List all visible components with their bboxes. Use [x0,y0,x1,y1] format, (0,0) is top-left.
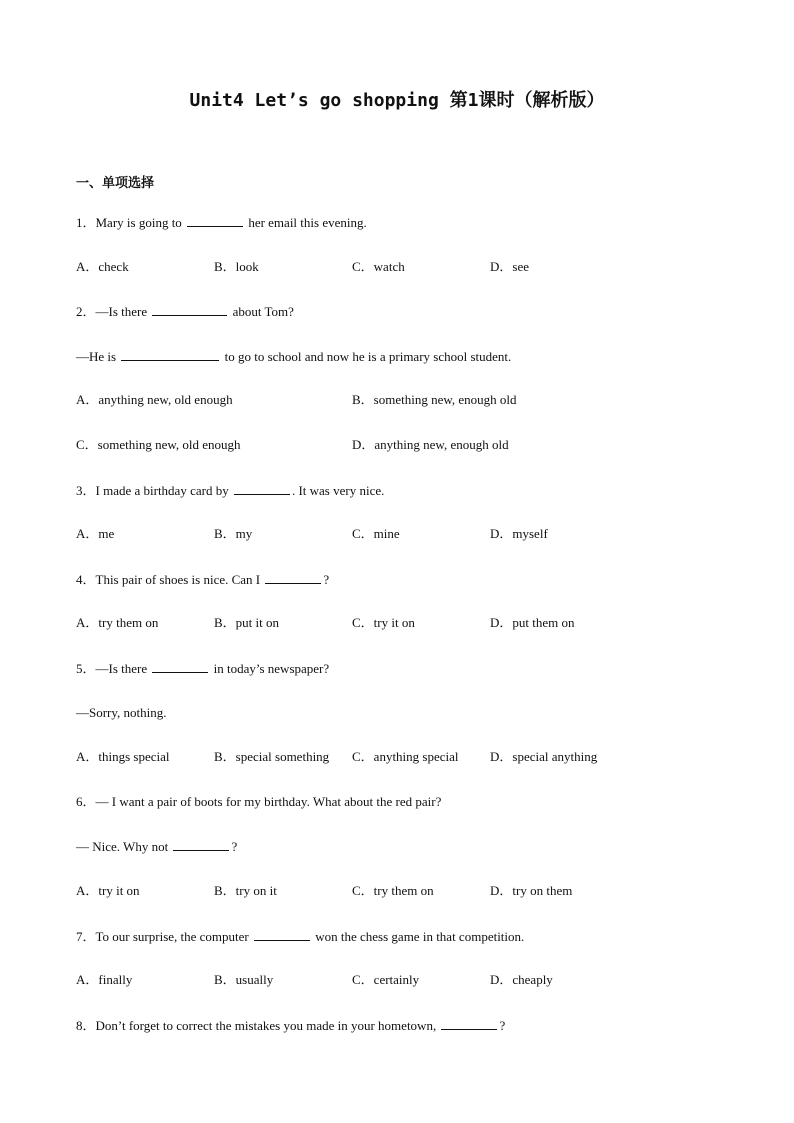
answer-blank [441,1017,497,1030]
question-5 [76,660,329,677]
stem-text: 4．This pair of shoes is nice. Can I [76,571,264,587]
option-c[interactable]: C．try them on [352,883,434,898]
answer-blank [152,303,227,316]
options-row [76,526,736,542]
answer-blank [187,214,243,227]
answer-blank [152,660,208,673]
stem-text: ? [323,571,330,587]
question-4 [76,571,329,588]
stem-text: —He is [76,348,120,364]
options-row [76,749,736,765]
option-d[interactable]: D．try on them [490,883,573,898]
option-b[interactable]: B．my [214,526,253,542]
question-6 [76,794,441,810]
stem-text: 3．I made a birthday card by [76,482,232,498]
option-b[interactable]: B．something new, enough old [352,392,517,408]
question-2 [76,303,294,320]
option-a[interactable]: A．try it on [76,883,140,898]
option-b[interactable]: B．put it on [214,615,280,631]
option-d[interactable]: D．special anything [490,749,598,765]
answer-blank [173,838,229,851]
option-b[interactable]: D．anything new, enough old [352,437,509,452]
option-b[interactable]: B．try on it [214,883,277,898]
option-d[interactable]: D．put them on [490,615,575,631]
question-5-reply [76,705,167,721]
option-c[interactable]: C．try it on [352,615,415,631]
options-row [76,883,736,899]
stem-text: 7．To our surprise, the computer [76,928,252,944]
stem-text: about Tom? [229,304,294,320]
option-d[interactable]: D．see [490,258,529,274]
stem-text: ? [231,839,238,855]
option-b[interactable]: B．special something [214,749,330,765]
stem-text: 5．—Is there [76,661,151,676]
option-c[interactable]: C．anything special [352,749,459,765]
stem-text: to go to school and now he is a primary school student. [221,348,512,364]
stem-text: won the chess game in that competition. [312,928,525,944]
stem-text: 8．Don’t forget to correct the mistakes you made in your hometown, [76,1017,440,1033]
question-3 [76,482,384,499]
option-a[interactable]: A．try them on [76,615,159,631]
option-d[interactable]: D．cheaply [490,972,553,988]
stem-text: 1．Mary is going to [76,215,186,230]
stem-text: 6．— I want a pair of boots for my birthday. What about the red pair? [76,793,442,809]
question-8 [76,1017,505,1034]
options-row [76,972,736,988]
option-a[interactable]: C．something new, old enough [76,437,241,452]
answer-blank [121,348,219,361]
page-title: Unit4 Let’s go shopping 第1课时（解析版） [189,90,605,111]
option-b[interactable]: B．usually [214,972,274,988]
stem-text: . It was very nice. [291,482,385,498]
option-c[interactable]: C．certainly [352,972,420,988]
section-heading: 一、单项选择 [76,176,155,191]
option-b[interactable]: B．look [214,258,259,274]
options-row [76,259,736,275]
answer-blank [254,928,310,941]
option-a[interactable]: A．me [76,526,115,542]
answer-blank [265,571,321,584]
stem-text: her email this evening. [245,215,367,230]
options-row [76,437,736,453]
option-a[interactable]: A．finally [76,972,133,988]
stem-text: — Nice. Why not [76,839,172,855]
answer-blank [234,482,290,495]
stem-text: ? [499,1017,506,1033]
option-c[interactable]: C．mine [352,526,400,542]
question-7 [76,928,524,945]
option-a[interactable]: A．anything new, old enough [76,392,233,408]
option-a[interactable]: A．things special [76,749,170,765]
option-c[interactable]: C．watch [352,258,405,274]
options-row [76,392,736,408]
options-row [76,615,736,631]
question-6-reply [76,838,237,855]
option-a[interactable]: A．check [76,258,129,274]
question-1 [76,214,367,231]
option-d[interactable]: D．myself [490,526,548,542]
stem-text: —Sorry, nothing. [76,704,167,720]
question-2-reply [76,348,511,365]
stem-text: in today’s newspaper? [210,661,330,676]
stem-text: 2．—Is there [76,304,151,320]
